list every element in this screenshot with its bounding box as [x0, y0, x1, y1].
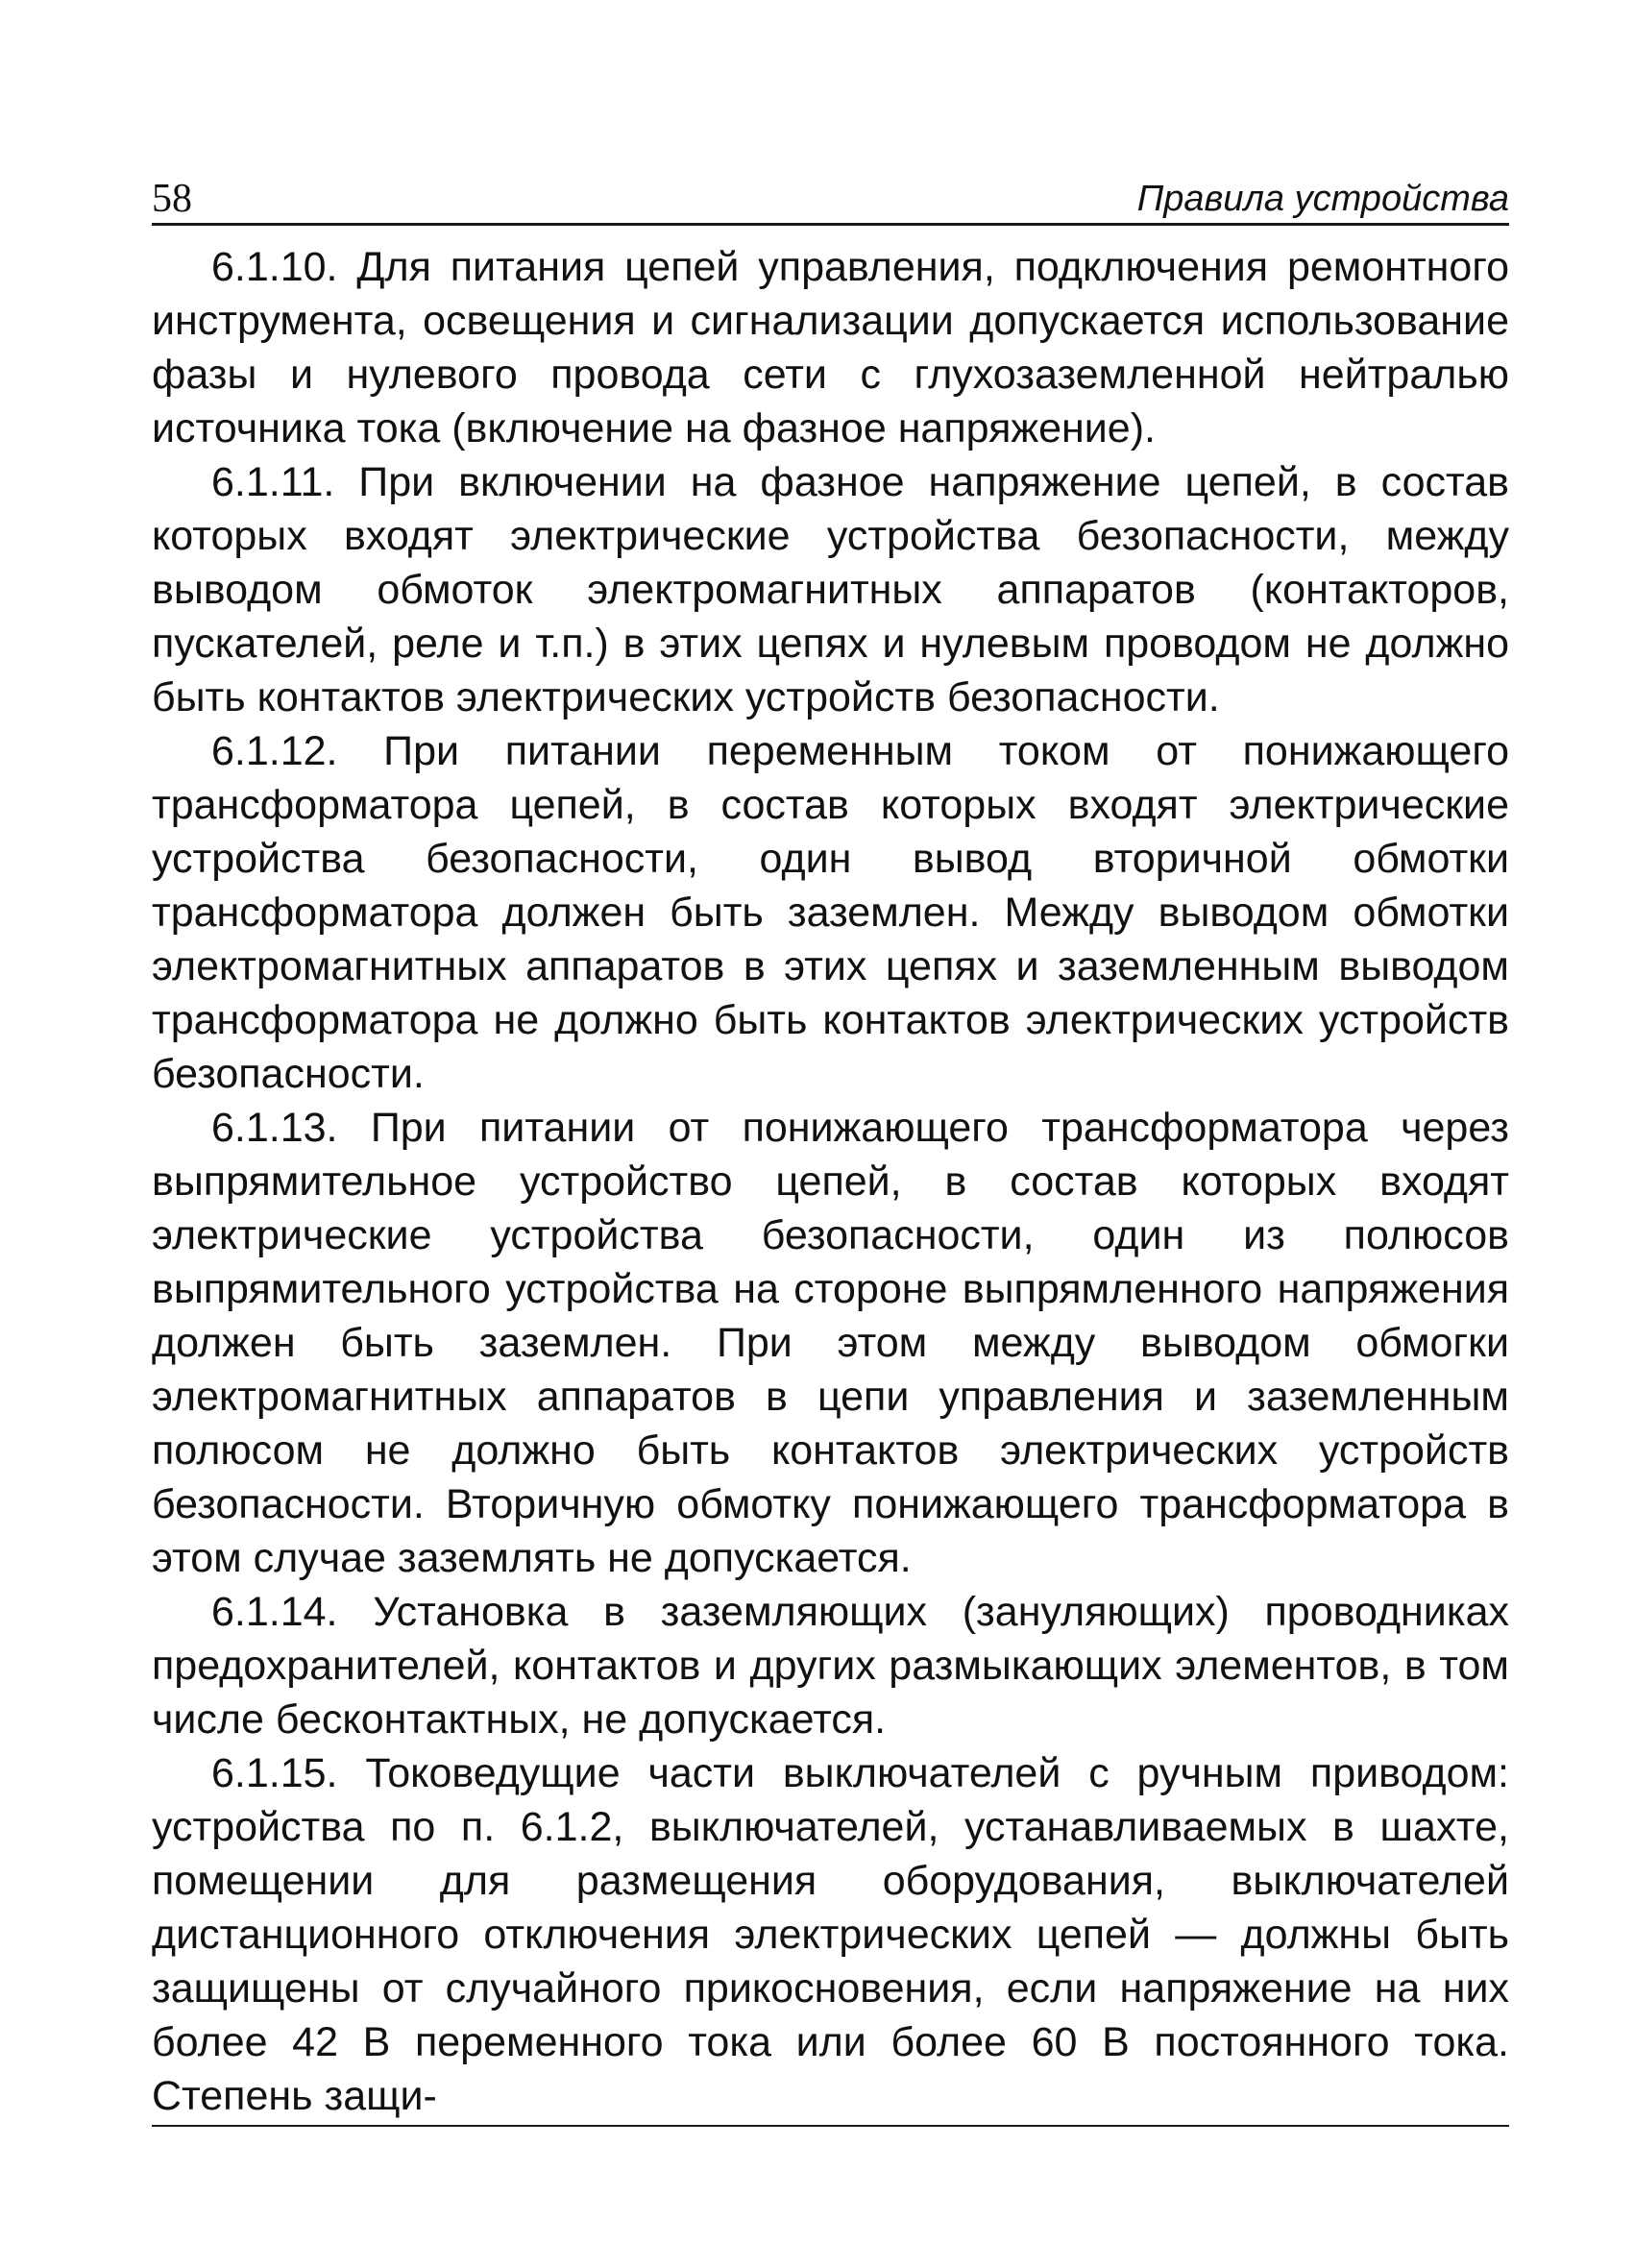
paragraph-6-1-10: 6.1.10. Для питания цепей управления, подключения ремонтного инструмента, освещения и сигнализации допускается использование фазы и нулевого провода сети с глухозаземленной нейтралью источника тока (включение на фазное напряжение). — [152, 244, 1509, 451]
page-header — [152, 171, 1509, 226]
paragraph-6-1-15: 6.1.15. Токоведущие части выключателей с ручным приводом: устройства по п. 6.1.2, выключателей, устанавливаемых в шахте, помещении для размещения оборудования, выключателей дистанционного отключения электрических цепей — должны быть защищены от случайного прикосновения, если напряжение на них более 42 В переменного тока или более 60 В постоянного тока. Степень защи- — [152, 1750, 1509, 2119]
footer-rule — [152, 2125, 1509, 2127]
paragraph-6-1-14: 6.1.14. Установка в заземляющих (зануляющих) проводниках предохранителей, контактов и других размыкающих элементов, в том числе бесконтактных, не допускается. — [152, 1589, 1509, 1743]
paragraph-6-1-11: 6.1.11. При включении на фазное напряжение цепей, в состав которых входят электрические устройства безопасности, между выводом обмоток электромагнитных аппаратов (контакторов, пускателей, реле и т.п.) в этих цепях и нулевым проводом не должно быть контактов электрических устройств безопасности. — [152, 459, 1509, 720]
paragraph-6-1-12: 6.1.12. При питании переменным током от понижающего трансформатора цепей, в состав которых входят электрические устройства безопасности, один вывод вторичной обмотки трансформатора должен быть заземлен. Между выводом обмотки электромагнитных аппаратов в этих цепях и заземленным выводом трансформатора не должно быть контактов электрических устройств безопасности. — [152, 728, 1509, 1097]
page-body — [152, 240, 1509, 2123]
running-head: Правила устройства — [1136, 179, 1509, 219]
paragraph-6-1-13: 6.1.13. При питании от понижающего трансформатора через выпрямительное устройство цепей, в состав которых входят электрические устройства безопасности, один из полюсов выпрямительного устройства на стороне выпрямленного напряжения должен быть заземлен. При этом между выводом обмогки электромагнитных аппаратов в цепи управления и заземленным полюсом не должно быть контактов электрических устройств безопасности. Вторичную обмотку понижающего трансформатора в этом случае заземлять не допускается. — [152, 1105, 1509, 1581]
page-number: 58 — [152, 177, 192, 221]
